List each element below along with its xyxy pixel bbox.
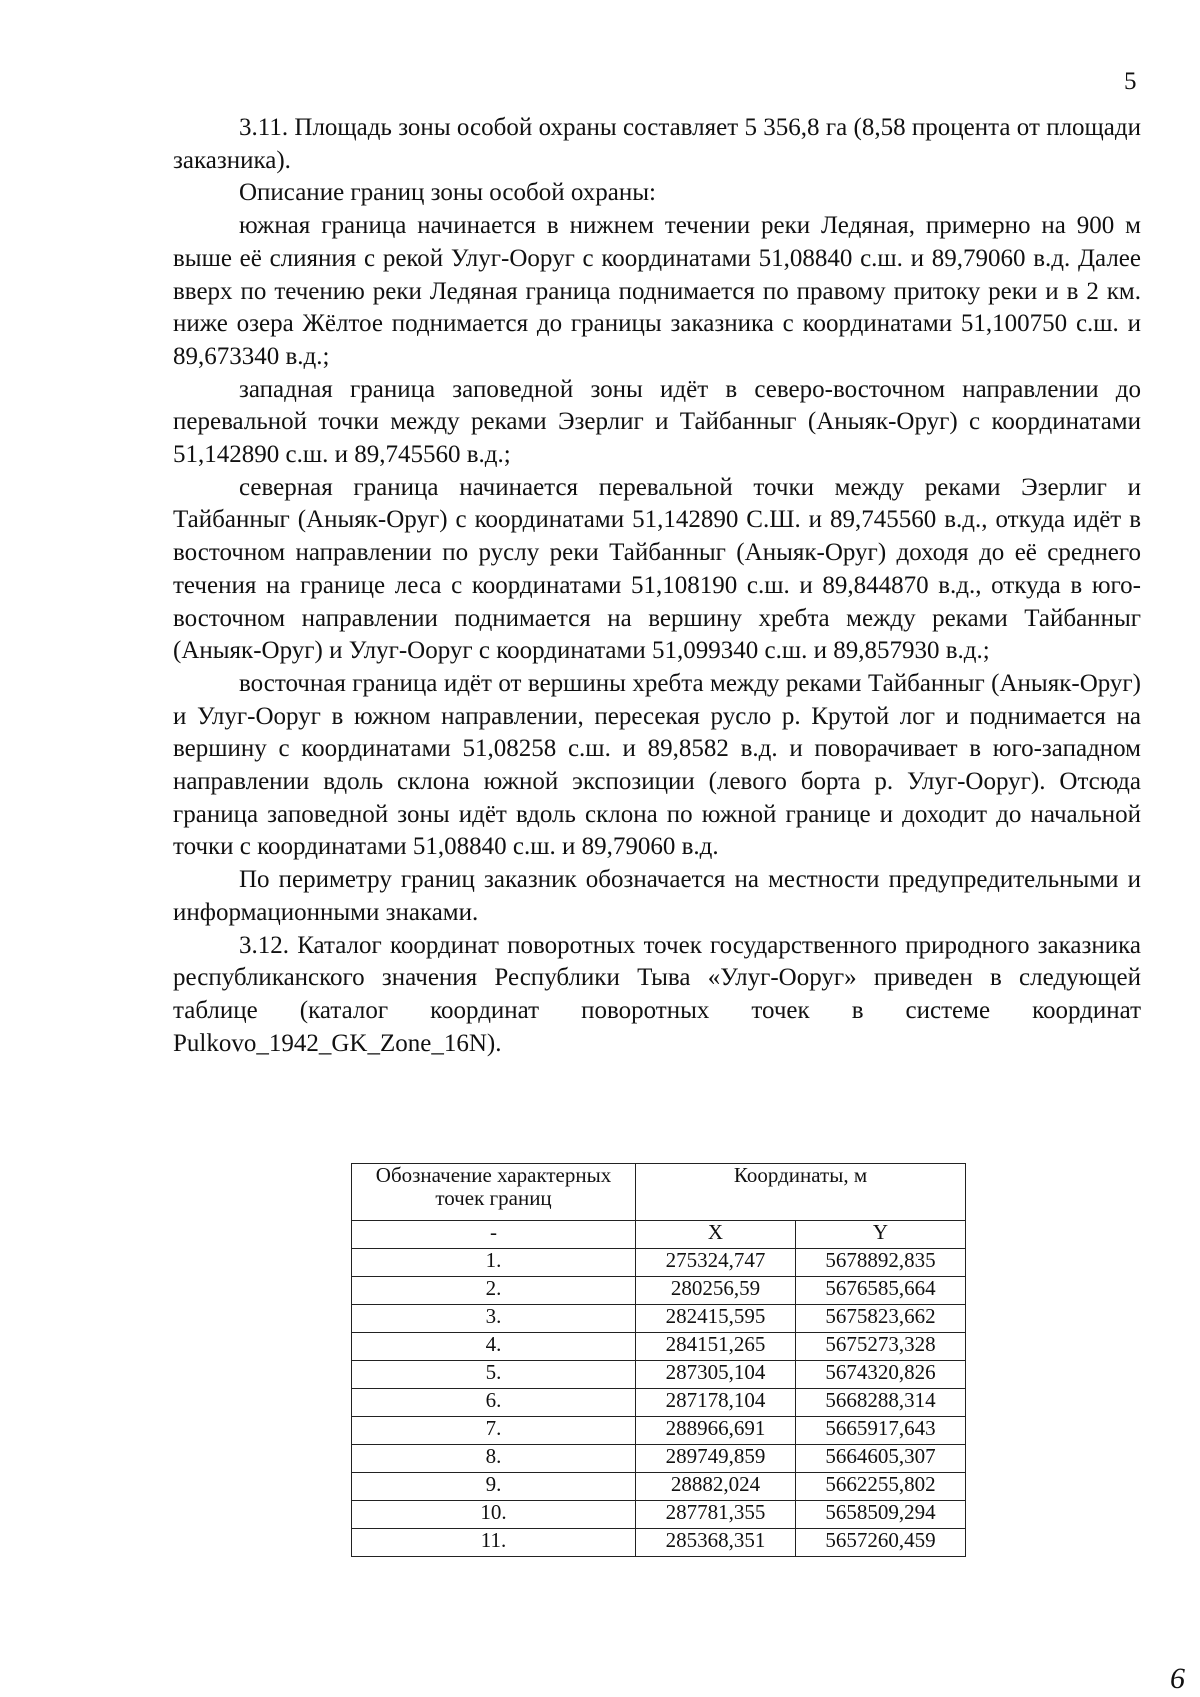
subheader-y: Y [796, 1221, 966, 1249]
x-cell: 287305,104 [636, 1361, 796, 1389]
point-cell: 4. [352, 1333, 636, 1361]
x-cell: 284151,265 [636, 1333, 796, 1361]
table-row [352, 1445, 966, 1473]
table-row [352, 1333, 966, 1361]
x-cell: 287781,355 [636, 1501, 796, 1529]
coordinates-table [351, 1163, 966, 1557]
x-cell: 275324,747 [636, 1249, 796, 1277]
y-cell: 5665917,643 [796, 1417, 966, 1445]
point-cell: 11. [352, 1529, 636, 1557]
y-cell: 5675273,328 [796, 1333, 966, 1361]
table-row [352, 1277, 966, 1305]
x-cell: 282415,595 [636, 1305, 796, 1333]
table-row [352, 1305, 966, 1333]
point-cell: 9. [352, 1473, 636, 1501]
y-cell: 5678892,835 [796, 1249, 966, 1277]
x-cell: 289749,859 [636, 1445, 796, 1473]
table-row [352, 1501, 966, 1529]
paragraph-3-12: 3.12. Каталог координат поворотных точек государственного природного заказника республиканского значения Республики Тыва «Улуг-Ооруг» приведен в следующей таблице (каталог координат поворотных точек в системе координат Pulkovo_1942_GK_Zone_16N). [173, 931, 1141, 1057]
table-row [352, 1417, 966, 1445]
subheader-x: X [636, 1221, 796, 1249]
x-cell: 288966,691 [636, 1417, 796, 1445]
point-cell: 7. [352, 1417, 636, 1445]
paragraph-south-border: южная граница начинается в нижнем течении реки Ледяная, примерно на 900 м выше её слияния с рекой Улуг-Ооруг с координатами 51,08840 с.ш. и 89,79060 в.д. Далее вверх по течению реки Ледяная граница поднимается по правому притоку реки и в 2 км. ниже озера Жёлтое поднимается до границы заказника с координатами 51,100750 с.ш. и 89,673340 в.д.; [173, 212, 1141, 370]
y-cell: 5664605,307 [796, 1445, 966, 1473]
page-number: 5 [1124, 68, 1137, 95]
x-cell: 287178,104 [636, 1389, 796, 1417]
header-coordinates: Координаты, м [636, 1164, 966, 1221]
table-row [352, 1473, 966, 1501]
corner-page-mark: 6 [1170, 1662, 1185, 1695]
paragraph-3-11: 3.11. Площадь зоны особой охраны составляет 5 356,8 га (8,58 процента от площади заказника). [173, 114, 1141, 174]
paragraph-zone-heading: Описание границ зоны особой охраны: [239, 179, 656, 207]
document-body [173, 112, 1141, 1060]
y-cell: 5668288,314 [796, 1389, 966, 1417]
table-row [352, 1529, 966, 1557]
x-cell: 285368,351 [636, 1529, 796, 1557]
subheader-point: - [352, 1221, 636, 1249]
point-cell: 1. [352, 1249, 636, 1277]
paragraph-perimeter-signs: По периметру границ заказник обозначается на местности предупредительными и информационными знаками. [173, 866, 1141, 926]
point-cell: 5. [352, 1361, 636, 1389]
paragraph-west-border: западная граница заповедной зоны идёт в северо-восточном направлении до перевальной точки между реками Эзерлиг и Тайбанныг (Аныяк-Оруг) с координатами 51,142890 с.ш. и 89,745560 в.д.; [173, 375, 1141, 469]
y-cell: 5658509,294 [796, 1501, 966, 1529]
header-points: Обозначение характерных точек границ [352, 1164, 636, 1221]
y-cell: 5675823,662 [796, 1305, 966, 1333]
point-cell: 10. [352, 1501, 636, 1529]
y-cell: 5657260,459 [796, 1529, 966, 1557]
y-cell: 5676585,664 [796, 1277, 966, 1305]
point-cell: 8. [352, 1445, 636, 1473]
point-cell: 6. [352, 1389, 636, 1417]
point-cell: 2. [352, 1277, 636, 1305]
paragraph-north-border: северная граница начинается перевальной точки между реками Эзерлиг и Тайбанныг (Аныяк-Оруг) с координатами 51,142890 С.Ш. и 89,745560 в.д., откуда идёт в восточном направлении по руслу реки Тайбанныг (Аныяк-Оруг) доходя до её среднего течения на границе леса с координатами 51,108190 с.ш. и 89,844870 в.д., откуда в юго-восточном направлении поднимается на вершину хребта между реками Тайбанныг (Аныяк-Оруг) и Улуг-Ооруг с координатами 51,099340 с.ш. и 89,857930 в.д.; [173, 473, 1141, 665]
x-cell: 280256,59 [636, 1277, 796, 1305]
table-row [352, 1361, 966, 1389]
y-cell: 5662255,802 [796, 1473, 966, 1501]
y-cell: 5674320,826 [796, 1361, 966, 1389]
table-subheader-row [352, 1221, 966, 1249]
point-cell: 3. [352, 1305, 636, 1333]
paragraph-east-border: восточная граница идёт от вершины хребта между реками Тайбанныг (Аныяк-Оруг) и Улуг-Ооруг в южном направлении, пересекая русло р. Крутой лог и поднимается на вершину с координатами 51,08258 с.ш. и 89,8582 в.д. и поворачивает в юго-западном направлении вдоль склона южной экспозиции (левого борта р. Улуг-Ооруг). Отсюда граница заповедной зоны идёт вдоль склона по южной границе и доходит до начальной точки с координатами 51,08840 с.ш. и 89,79060 в.д. [173, 669, 1141, 861]
table-row [352, 1249, 966, 1277]
table-header-row [352, 1164, 966, 1221]
x-cell: 28882,024 [636, 1473, 796, 1501]
table-row [352, 1389, 966, 1417]
